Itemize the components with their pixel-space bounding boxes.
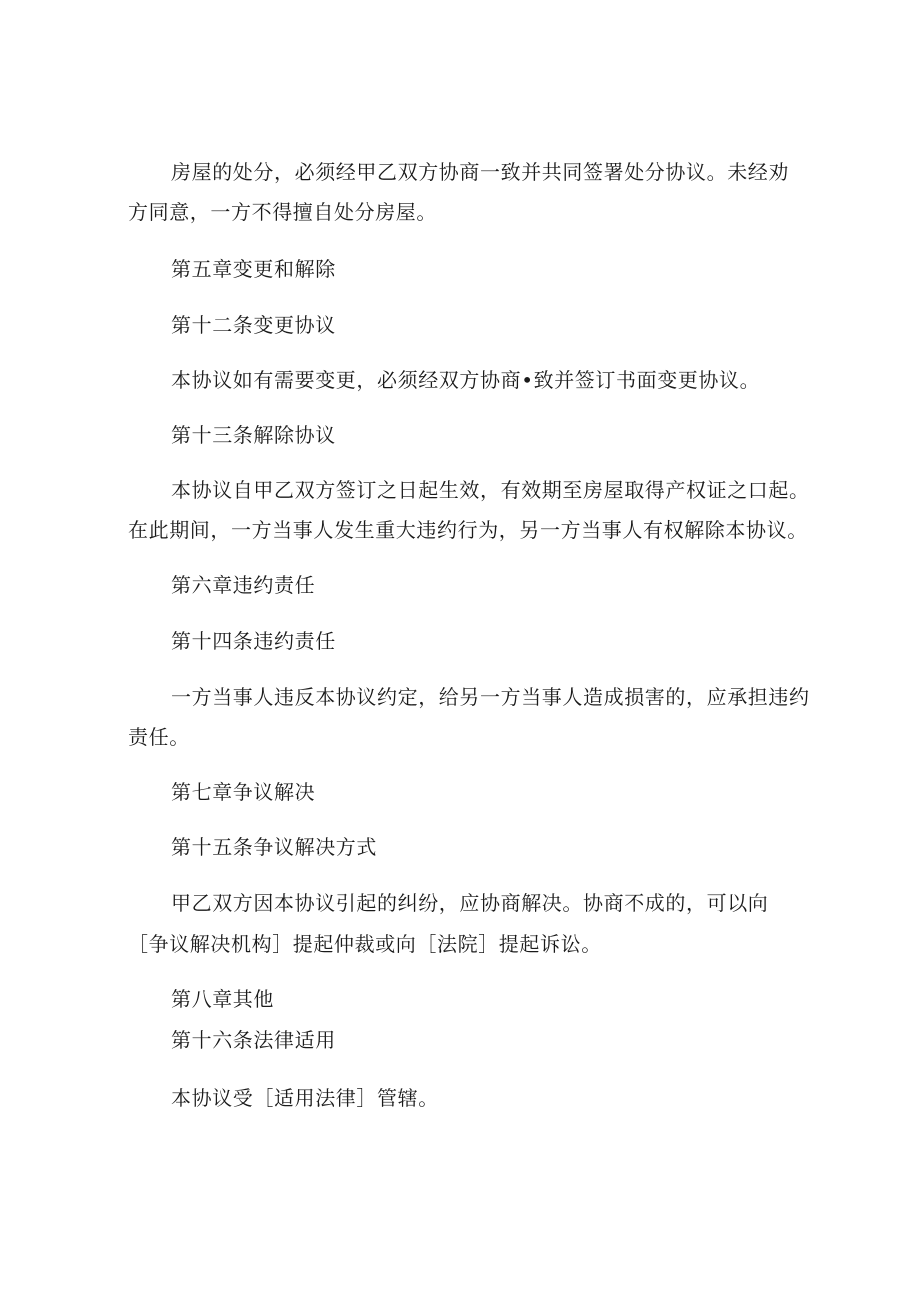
paragraph-line: 本协议受［适用法律］管辖。 [171,1086,439,1110]
article-heading: 第十二条变更协议 [171,313,336,337]
paragraph-line: 甲乙双方因本协议引起的纠纷，应协商解决。协商不成的，可以向 [171,891,769,915]
paragraph-line: ［争议解决机构］提起仲裁或向［法院］提起诉讼。 [128,932,602,956]
chapter-heading: 第八章其他 [171,987,274,1011]
paragraph-line: 方同意，一方不得擅自处分房屋。 [128,200,437,224]
paragraph-line: 本协议如有需要变更，必须经双方协商•致并签订书面变更协议。 [171,368,761,392]
paragraph-line: 在此期间，一方当事人发生重大违约行为，另一方当事人有权解除本协议。 [128,518,808,542]
article-heading: 第十六条法律适用 [171,1028,336,1052]
article-heading: 第十四条违约责任 [171,629,336,653]
article-heading: 第十五条争议解决方式 [171,835,377,859]
chapter-heading: 第六章违约责任 [171,573,316,597]
chapter-heading: 第七章争议解决 [171,780,316,804]
paragraph-line: 本协议自甲乙双方签订之日起生效，有效期至房屋取得产权证之口起。 [171,478,810,502]
paragraph-line: 责任。 [128,725,190,749]
article-heading: 第十三条解除协议 [171,423,336,447]
paragraph-line: 一方当事人违反本协议约定，给另一方当事人造成损害的，应承担违约 [171,685,810,709]
chapter-heading: 第五章变更和解除 [171,257,336,281]
paragraph-line: 房屋的处分，必须经甲乙双方协商一致并共同签署处分协议。未经劝 [171,160,789,184]
